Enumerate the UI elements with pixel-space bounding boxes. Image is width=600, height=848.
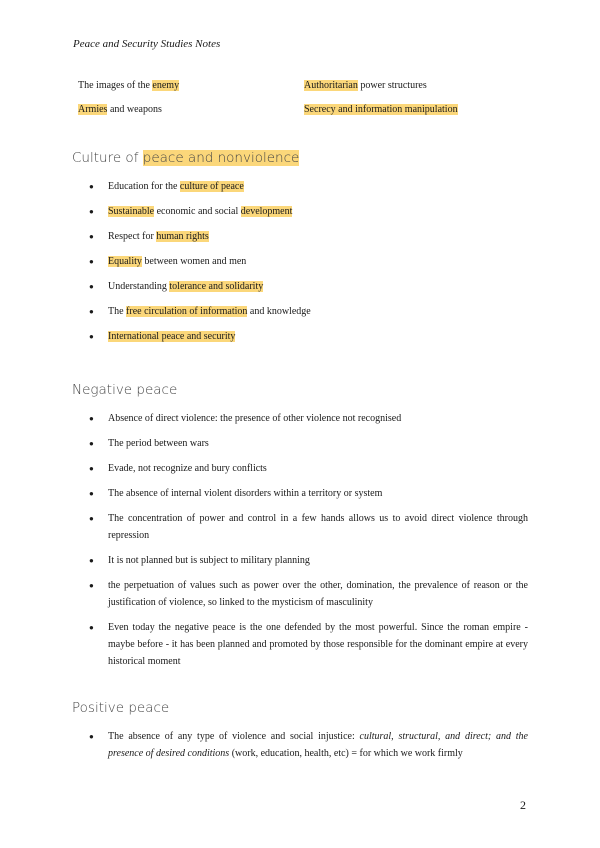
item-text: The bbox=[108, 306, 127, 317]
table-cell-authoritarian bbox=[304, 80, 427, 91]
cell-text: The images of the bbox=[78, 80, 153, 91]
page-number: 2 bbox=[520, 798, 526, 812]
list-item bbox=[72, 460, 528, 477]
highlight: enemy bbox=[152, 80, 180, 91]
list-item bbox=[72, 178, 528, 195]
item-text: It is not planned but is subject to military planning bbox=[108, 555, 310, 566]
bullet-icon: ● bbox=[89, 556, 94, 565]
item-text: Understanding bbox=[108, 281, 170, 292]
highlight: Armies bbox=[78, 104, 108, 115]
item-text: The concentration of power and control in a few hands allows us to avoid direct violence through repression bbox=[108, 513, 528, 541]
highlight: free circulation of information bbox=[126, 306, 248, 317]
table-cell-images-of-enemy bbox=[78, 80, 179, 91]
highlight: human rights bbox=[156, 231, 209, 242]
list-item bbox=[72, 253, 528, 270]
item-text: Even today the negative peace is the one defended by the most powerful. Since the roman empire - maybe before - it has been planned and promoted by those responsible for the dominant empire at every historical moment bbox=[108, 622, 528, 667]
bullet-icon: ● bbox=[89, 232, 94, 241]
highlight: culture of peace bbox=[179, 181, 244, 192]
item-text: The absence of any type of violence and social injustice: bbox=[108, 731, 360, 742]
highlight: peace and nonviolence bbox=[142, 150, 300, 166]
bullet-icon: ● bbox=[89, 514, 94, 523]
page-header: Peace and Security Studies Notes bbox=[73, 38, 221, 50]
list-item bbox=[72, 552, 528, 569]
bullet-icon: ● bbox=[89, 257, 94, 266]
list-item bbox=[72, 619, 528, 670]
highlight: Secrecy and information manipulation bbox=[304, 104, 458, 115]
highlight: tolerance and solidarity bbox=[169, 281, 264, 292]
item-text: Education for the bbox=[108, 181, 180, 192]
list-item bbox=[72, 410, 528, 427]
list-item bbox=[72, 728, 528, 762]
bullet-icon: ● bbox=[89, 207, 94, 216]
bullet-icon: ● bbox=[89, 464, 94, 473]
item-text: and knowledge bbox=[247, 306, 311, 317]
bullet-icon: ● bbox=[89, 307, 94, 316]
section-title-negative-peace: Negative peace bbox=[72, 382, 178, 398]
table-cell-secrecy bbox=[304, 104, 458, 115]
item-text: Absence of direct violence: the presence of other violence not recognised bbox=[108, 413, 402, 424]
bullet-icon: ● bbox=[89, 732, 94, 741]
bullet-icon: ● bbox=[89, 182, 94, 191]
highlight: Sustainable bbox=[108, 206, 155, 217]
item-text: (work, education, health, etc) = for which we work firmly bbox=[229, 748, 463, 759]
bullet-icon: ● bbox=[89, 332, 94, 341]
item-text: The absence of internal violent disorders within a territory or system bbox=[108, 488, 383, 499]
list-item bbox=[72, 435, 528, 452]
highlight: International peace and security bbox=[108, 331, 236, 342]
bullet-icon: ● bbox=[89, 439, 94, 448]
bullet-icon: ● bbox=[89, 282, 94, 291]
negative-peace-list bbox=[72, 410, 528, 678]
highlight: Equality bbox=[108, 256, 142, 267]
highlight: Authoritarian bbox=[304, 80, 358, 91]
item-text: economic and social bbox=[154, 206, 241, 217]
item-text: between women and men bbox=[141, 256, 247, 267]
item-text: The period between wars bbox=[108, 438, 209, 449]
cell-text: power structures bbox=[357, 80, 427, 91]
list-item bbox=[72, 228, 528, 245]
title-text: Culture of bbox=[72, 150, 143, 166]
list-item bbox=[72, 278, 528, 295]
bullet-icon: ● bbox=[89, 623, 94, 632]
positive-peace-list bbox=[72, 728, 528, 762]
list-item bbox=[72, 510, 528, 544]
bullet-icon: ● bbox=[89, 581, 94, 590]
culture-list bbox=[72, 178, 528, 345]
item-italic-text: cultural, structural, and direct; and the presence of desired conditions bbox=[108, 731, 528, 759]
bullet-icon: ● bbox=[89, 414, 94, 423]
list-item bbox=[72, 485, 528, 502]
list-item bbox=[72, 203, 528, 220]
cell-text: and weapons bbox=[107, 104, 162, 115]
item-text: the perpetuation of values such as power over the other, domination, the prevalence of reason or the justification of violence, so linked to the mysticism of masculinity bbox=[108, 580, 528, 608]
list-item bbox=[72, 577, 528, 611]
item-text: Evade, not recognize and bury conflicts bbox=[108, 463, 267, 474]
list-item bbox=[72, 303, 528, 320]
section-title-culture-of-peace bbox=[72, 150, 299, 166]
bullet-icon: ● bbox=[89, 489, 94, 498]
item-text: Respect for bbox=[108, 231, 157, 242]
table-cell-armies bbox=[78, 104, 162, 115]
list-item bbox=[72, 328, 528, 345]
section-title-positive-peace: Positive peace bbox=[72, 700, 170, 716]
highlight: development bbox=[240, 206, 293, 217]
